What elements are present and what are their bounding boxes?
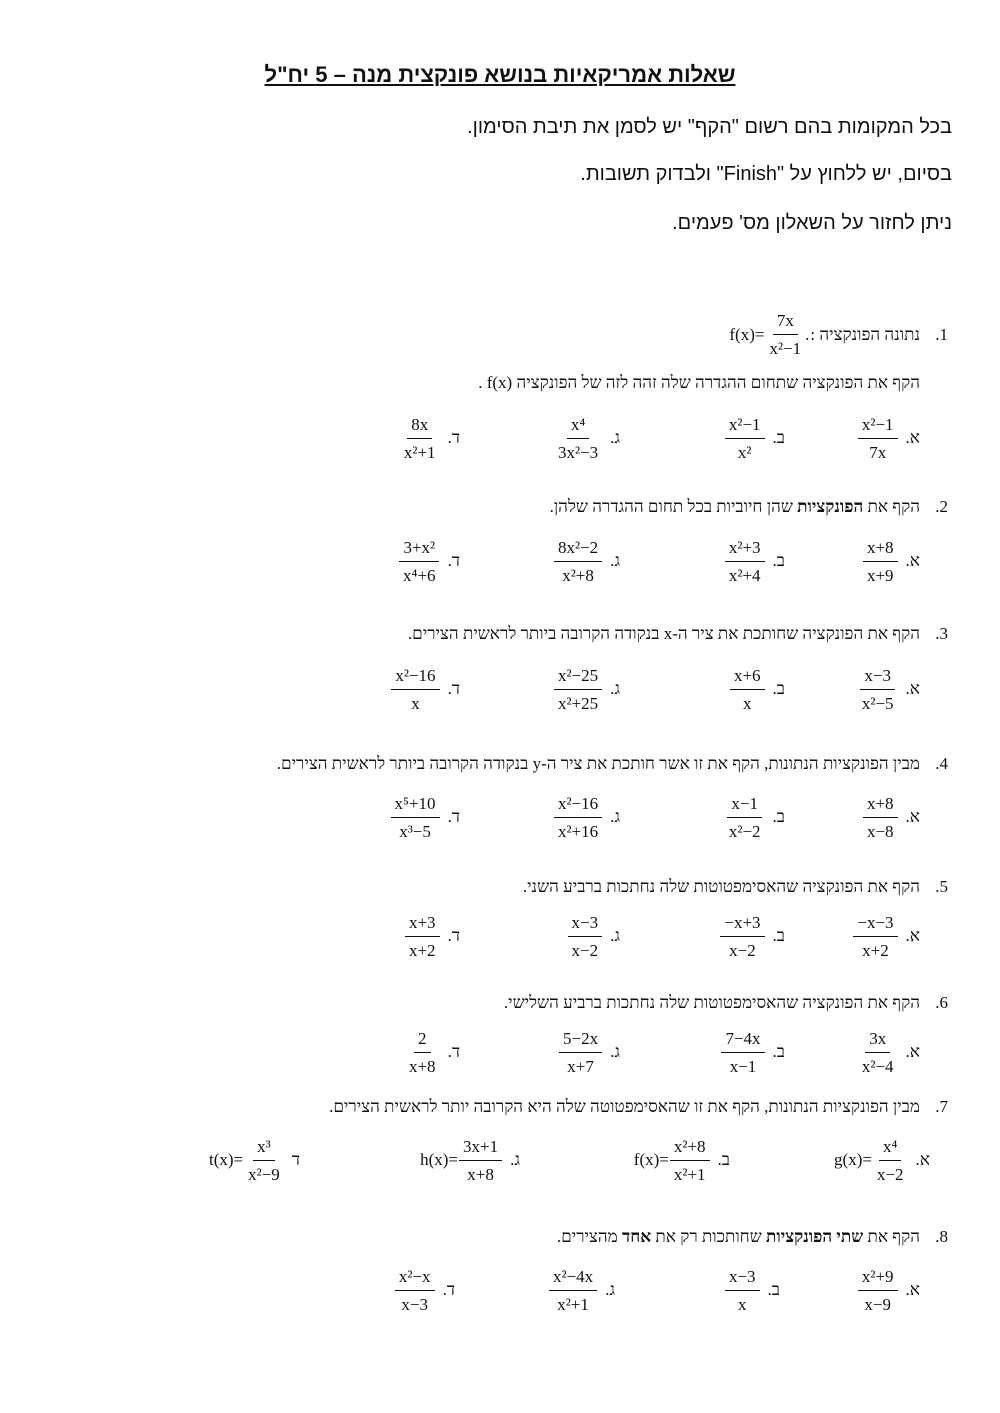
fraction-numerator: 8x²−2 [554, 537, 602, 562]
fraction-numerator: x−1 [727, 793, 762, 818]
question-text: נתונה הפונקציה : [810, 324, 920, 344]
answer-option[interactable] [625, 908, 785, 964]
option-letter: ג. [610, 926, 620, 945]
fraction-numerator: x+8 [863, 537, 898, 562]
answer-option[interactable] [625, 533, 785, 589]
answer-option[interactable] [295, 1262, 455, 1318]
answer-option[interactable] [330, 1132, 520, 1188]
fraction [858, 1028, 898, 1077]
text-part: שהן חיוביות בכל תחום ההגדרה שלהן. [549, 497, 798, 516]
answer-option[interactable] [460, 410, 620, 466]
fraction-denominator: x²−5 [861, 693, 894, 713]
question-text: הקף את הפונקציה שחותכת את ציר ה-x בנקודה הקרובה ביותר לראשית הצירים. [407, 624, 920, 643]
option-letter: ד. [447, 926, 460, 945]
option-letter: א. [905, 926, 920, 945]
page-title-text: שאלות אמריקאיות בנושא פונקצית מנה – 5 יח"ל [264, 62, 736, 87]
fraction [725, 537, 765, 586]
fraction-numerator: 8x [407, 414, 432, 439]
fraction-denominator: 7x [869, 442, 887, 462]
fraction [559, 1028, 602, 1077]
answer-option[interactable] [625, 1024, 785, 1080]
given-function [729, 310, 810, 359]
fraction-denominator: x+8 [408, 1056, 436, 1076]
fraction-numerator: x²−4x [549, 1266, 597, 1291]
option-letter: ד. [447, 679, 460, 698]
fraction-denominator: x+2 [862, 940, 889, 960]
fraction-numerator: x³ [253, 1136, 275, 1161]
fraction [405, 1028, 440, 1077]
fraction-numerator: 7−4x [721, 1028, 764, 1053]
option-letter: ב. [717, 1150, 730, 1169]
fraction-denominator: x²−9 [248, 1164, 280, 1184]
fraction-numerator: x−3 [568, 912, 603, 937]
text-emphasis: הפונקציות [797, 497, 864, 516]
fraction-numerator: x²+9 [858, 1266, 898, 1291]
fraction-numerator: 2 [414, 1028, 431, 1053]
instruction-line: בכל המקומות בהם רשום "הקף" יש לסמן את תיבת הסימון. [467, 116, 952, 138]
fraction [391, 665, 439, 714]
question-text: הקף את הפונקציה שהאסימפטוטות שלה נחתכות ברביע השני. [522, 877, 920, 896]
question-6-prompt [504, 993, 948, 1013]
fraction-denominator: x+2 [408, 940, 436, 960]
fraction [391, 793, 440, 842]
fraction [863, 793, 898, 842]
fraction-denominator: x−2 [876, 1164, 904, 1184]
fraction [853, 912, 897, 961]
question-text: מבין הפונקציות הנתונות, הקף את זו שהאסימפטוטה שלה היא הקרובה יותר לראשית הצירים. [329, 1097, 920, 1116]
answer-option[interactable] [300, 661, 460, 717]
option-letter: ב. [772, 1042, 785, 1061]
fraction [405, 912, 440, 961]
question-3-prompt [408, 624, 948, 644]
function-name: f(x)= [633, 1150, 669, 1169]
question-text [557, 1227, 920, 1247]
fraction-numerator: x²−1 [858, 414, 898, 439]
fraction-denominator: x+8 [467, 1164, 494, 1184]
question-number: 6. [935, 993, 948, 1012]
answer-option[interactable] [110, 1132, 300, 1188]
fraction [765, 310, 805, 359]
question-number: 8. [935, 1227, 948, 1246]
fraction-denominator: x−1 [729, 1056, 757, 1076]
question-number: 3. [935, 624, 948, 643]
fraction-denominator: x²+25 [557, 693, 599, 713]
option-letter: א. [905, 428, 920, 447]
fraction-denominator: x²−2 [728, 821, 761, 841]
option-letter: ד. [447, 807, 460, 826]
fraction [399, 537, 440, 586]
option-letter: ג. [610, 1042, 620, 1061]
fraction-numerator: x²−16 [391, 665, 439, 690]
fraction-numerator: −x+3 [720, 912, 764, 937]
fraction-numerator: x−3 [860, 665, 895, 690]
function-name: h(x)= [420, 1150, 459, 1169]
fraction [395, 1266, 435, 1315]
option-letter: ג. [510, 1150, 520, 1169]
fraction-denominator: x−8 [866, 821, 894, 841]
fraction-denominator: x² [737, 442, 752, 462]
answer-option[interactable] [625, 410, 785, 466]
text-part: הקף את [863, 497, 920, 516]
option-letter: ב. [772, 551, 785, 570]
fraction-numerator: −x−3 [853, 912, 897, 937]
option-letter: ג. [610, 679, 620, 698]
function-name: f(x)= [729, 324, 765, 344]
function-end: . [805, 324, 810, 344]
answer-option[interactable] [300, 789, 460, 845]
fraction-numerator: x+8 [863, 793, 898, 818]
fraction [554, 665, 602, 714]
option-letter: ג. [610, 807, 620, 826]
text-emphasis: אחד [622, 1227, 652, 1246]
fraction [858, 665, 898, 714]
fraction [568, 912, 603, 961]
answer-option[interactable] [740, 1132, 930, 1188]
fraction [721, 1028, 764, 1077]
question-number: 1. [935, 324, 948, 344]
fraction-denominator: x²+1 [673, 1164, 706, 1184]
fraction-denominator: x²−1 [769, 339, 802, 358]
fraction [554, 537, 602, 586]
question-text: מבין הפונקציות הנתונות, הקף את זו אשר חותכת את ציר ה-y בנקודה הקרובה ביותר לראשית הצירים. [276, 754, 920, 773]
question-8-prompt [557, 1227, 948, 1247]
fraction-denominator: x−2 [571, 940, 599, 960]
option-letter: א. [905, 807, 920, 826]
fraction [873, 1136, 908, 1185]
answer-option[interactable] [460, 1024, 620, 1080]
fraction-numerator: 3x+1 [459, 1136, 502, 1161]
fraction-numerator: 5−2x [559, 1028, 602, 1053]
text-emphasis: שתי הפונקציות [766, 1227, 864, 1246]
fraction [554, 414, 602, 463]
option-letter: א. [905, 1042, 920, 1061]
fraction [554, 793, 602, 842]
question-number: 4. [935, 754, 948, 773]
fraction [720, 912, 764, 961]
fraction-denominator: x²+4 [728, 565, 761, 585]
answer-option[interactable] [300, 410, 460, 466]
option-letter: ב. [772, 428, 785, 447]
fraction-denominator: x²+16 [557, 821, 599, 841]
answer-option[interactable] [540, 1132, 730, 1188]
question-4-prompt [277, 754, 948, 774]
fraction [863, 537, 898, 586]
fraction [725, 1266, 760, 1315]
fraction [858, 414, 898, 463]
option-letter: ד [291, 1150, 300, 1169]
fraction-numerator: 3x [865, 1028, 890, 1053]
option-letter: ד. [442, 1280, 455, 1299]
fraction-denominator: x [738, 1294, 747, 1314]
option-letter: א. [905, 1280, 920, 1299]
fraction [400, 414, 440, 463]
question-number: 7. [935, 1097, 948, 1116]
text-part: הקף את [863, 1227, 920, 1246]
answer-option[interactable] [460, 661, 620, 717]
option-letter: ב. [767, 1280, 780, 1299]
fraction-numerator: x²−25 [554, 665, 602, 690]
option-letter: א. [905, 679, 920, 698]
fraction-denominator: x²+1 [403, 442, 436, 462]
question-text [550, 497, 920, 517]
fraction-numerator: 7x [773, 310, 798, 335]
answer-option[interactable] [460, 789, 620, 845]
option-letter: ג. [610, 428, 620, 447]
function-name: t(x)= [208, 1150, 244, 1169]
answer-option[interactable] [760, 1262, 920, 1318]
fraction-numerator: x⁵+10 [391, 793, 440, 818]
fraction [459, 1136, 502, 1185]
fraction-numerator: x²+3 [725, 537, 765, 562]
fraction-denominator: x+9 [866, 565, 894, 585]
question-number: 2. [935, 497, 948, 516]
question-text: הקף את הפונקציה שתחום ההגדרה שלה זהה לזה של הפונקציה f(x) . [478, 373, 920, 392]
question-number: 5. [935, 877, 948, 896]
fraction-numerator: 3+x² [399, 537, 439, 562]
fraction-numerator: x+3 [405, 912, 440, 937]
fraction [725, 414, 765, 463]
fraction-numerator: x²+8 [670, 1136, 710, 1161]
answer-option[interactable] [300, 908, 460, 964]
fraction-numerator: x²−16 [554, 793, 602, 818]
question-text: הקף את הפונקציה שהאסימפטוטות שלה נחתכות ברביע השלישי. [503, 993, 920, 1012]
question-1-subprompt [478, 373, 920, 393]
option-letter: ג. [605, 1280, 615, 1299]
question-7-prompt [329, 1097, 948, 1117]
option-letter: ד. [447, 551, 460, 570]
fraction-denominator: x [411, 693, 420, 713]
answer-option[interactable] [300, 533, 460, 589]
fraction [670, 1136, 710, 1185]
fraction-denominator: 3x²−3 [557, 442, 599, 462]
answer-option[interactable] [455, 1262, 615, 1318]
fraction-numerator: x⁴ [567, 414, 589, 439]
fraction-denominator: x+7 [567, 1056, 594, 1076]
option-letter: א. [905, 551, 920, 570]
fraction [725, 793, 765, 842]
fraction-numerator: x⁴ [879, 1136, 901, 1161]
text-part: שחותכות רק את [651, 1227, 767, 1246]
answer-option[interactable] [620, 1262, 780, 1318]
fraction-denominator: x³−5 [399, 821, 431, 841]
option-letter: ד. [447, 428, 460, 447]
fraction [244, 1136, 284, 1185]
fraction-denominator: x−9 [864, 1294, 891, 1314]
option-letter: ב. [772, 926, 785, 945]
option-letter: ב. [772, 807, 785, 826]
fraction-denominator: x²+8 [562, 565, 594, 585]
fraction-numerator: x²−x [395, 1266, 435, 1291]
function-name: g(x)= [834, 1150, 872, 1169]
fraction-numerator: x−3 [725, 1266, 760, 1291]
fraction-denominator: x²+1 [557, 1294, 589, 1314]
fraction-numerator: x+6 [730, 665, 765, 690]
answer-option[interactable] [625, 789, 785, 845]
fraction-numerator: x²−1 [725, 414, 765, 439]
fraction-denominator: x²−4 [861, 1056, 894, 1076]
fraction [730, 665, 765, 714]
fraction-denominator: x−3 [401, 1294, 429, 1314]
fraction [549, 1266, 597, 1315]
answer-option[interactable] [460, 533, 620, 589]
fraction [858, 1266, 898, 1315]
instruction-line: בסיום, יש ללחוץ על "Finish" ולבדוק תשובות. [580, 163, 952, 185]
answer-option[interactable] [460, 908, 620, 964]
question-1-prompt [723, 310, 948, 359]
answer-option[interactable] [625, 661, 785, 717]
question-2-prompt [550, 497, 948, 517]
answer-option[interactable] [300, 1024, 460, 1080]
question-5-prompt [523, 877, 948, 897]
fraction-denominator: x−2 [729, 940, 756, 960]
fraction-denominator: x⁴+6 [403, 565, 436, 585]
option-letter: ג. [610, 551, 620, 570]
option-letter: ד. [447, 1042, 460, 1061]
option-letter: א. [915, 1150, 930, 1169]
fraction-denominator: x [743, 693, 752, 713]
option-letter: ב. [772, 679, 785, 698]
page-title [0, 62, 1000, 88]
instruction-line: ניתן לחזור על השאלון מס' פעמים. [672, 212, 952, 234]
text-part: מהצירים. [556, 1227, 623, 1246]
